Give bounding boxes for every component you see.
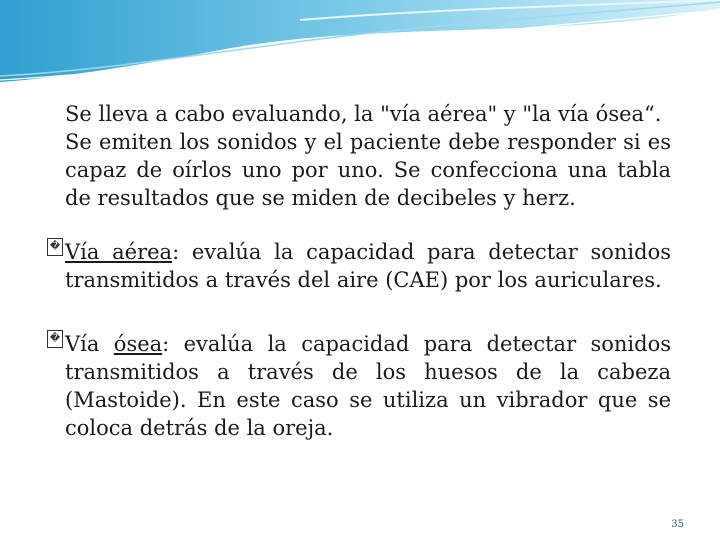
bullet-marker-icon: � <box>47 330 63 348</box>
bullet-air-conduction <box>49 238 672 294</box>
header-wave-decoration <box>0 0 720 90</box>
term-via-aerea: Vía aérea <box>65 240 173 264</box>
bullet-text: : evalúa la capacidad para detectar sonidos transmitidos a través del aire (CAE) por los auriculares. <box>65 240 672 292</box>
slide-body <box>49 100 672 442</box>
bullet-bone-conduction <box>49 330 672 442</box>
intro-paragraph: Se lleva a cabo evaluando, la "vía aérea" y "la vía ósea“. <box>65 102 662 126</box>
bullet-text: : evalúa la capacidad para detectar sonidos transmitidos a través de los huesos de la cabeza (Mastoide). En este caso se utiliza un vibrador que se coloca detrás de la oreja. <box>65 332 672 440</box>
term-prefix: Vía <box>65 332 114 356</box>
bullet-marker-icon: � <box>47 238 63 256</box>
method-paragraph: Se emiten los sonidos y el paciente debe responder si es capaz de oírlos uno por uno. Se confecciona una tabla de resultados que se miden de decibeles y herz. <box>65 130 671 210</box>
page-number: 35 <box>671 519 684 530</box>
term-osea: ósea <box>113 332 163 356</box>
